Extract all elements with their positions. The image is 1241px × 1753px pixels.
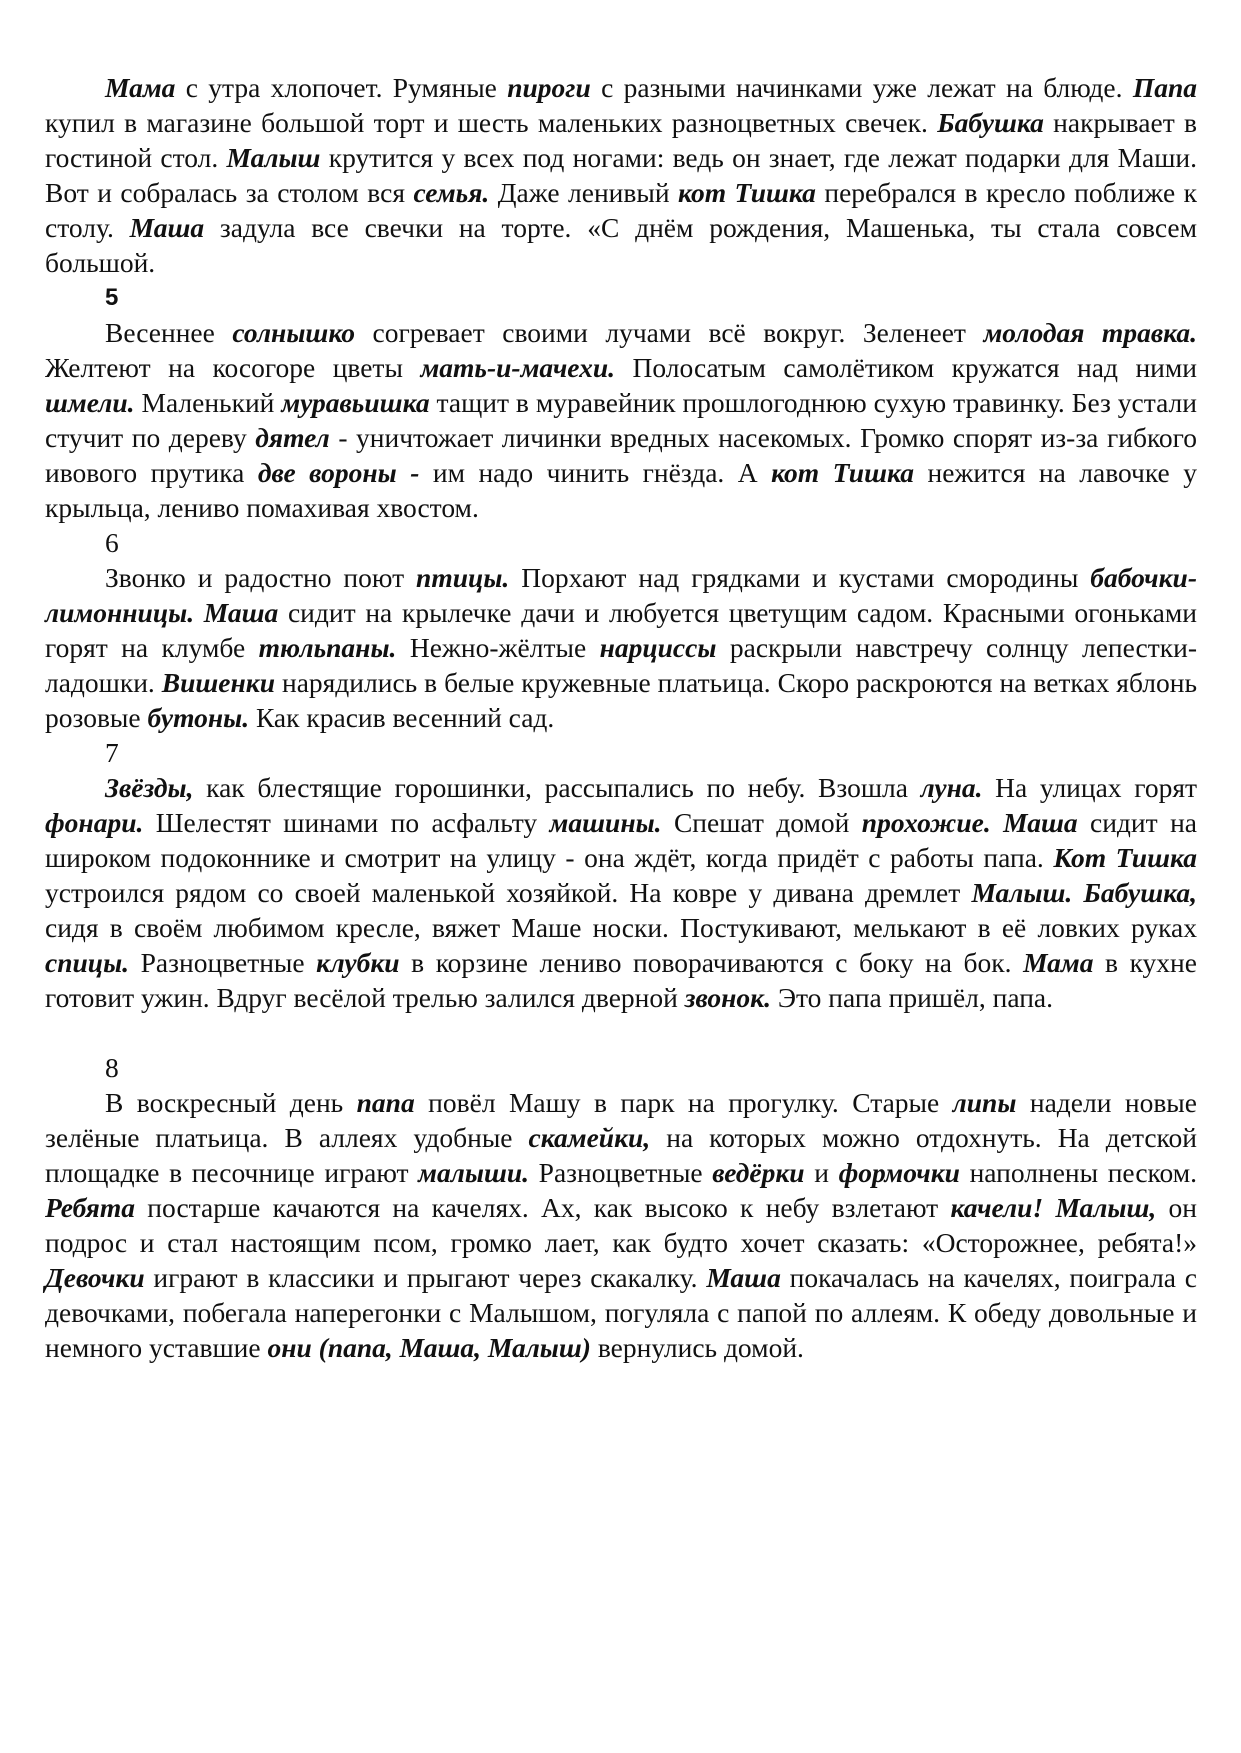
highlighted-word: Маша	[129, 212, 205, 243]
highlighted-word: шмели.	[45, 387, 135, 418]
highlighted-word: малыши.	[418, 1157, 530, 1188]
text-run: На улицах горят	[982, 772, 1197, 803]
text-run: Разноцветные	[529, 1157, 713, 1188]
text-run: и	[804, 1157, 839, 1188]
text-run: согревает своими лучами всё вокруг. Зеленеет	[354, 317, 984, 348]
highlighted-word: они (папа, Маша, Малыш)	[267, 1332, 591, 1363]
text-run: в корзине лениво поворачиваются с боку на бок.	[399, 947, 1024, 978]
text-run: раскрыли навстречу солнцу лепестки-ладошки.	[45, 632, 1197, 698]
highlighted-word: Мама	[1023, 947, 1094, 978]
section-number: 5	[105, 284, 119, 311]
text-run: сидя в своём любимом кресле, вяжет Маше носки. Постукивают, мелькают в её ловких руках	[45, 912, 1197, 943]
text-run: с утра хлопочет. Румяные	[175, 72, 508, 103]
text-run: крутится у всех под ногами: ведь он знает, где лежат подарки для Маши. Вот и собралась за столом вся	[45, 142, 1198, 208]
text-run: вернулись домой.	[590, 1332, 804, 1363]
highlighted-word: папа	[356, 1087, 415, 1118]
highlighted-word: Малыш. Бабушка,	[971, 877, 1197, 908]
paragraph	[45, 1085, 1197, 1365]
text-run: Шелестят шинами по асфальту	[143, 807, 550, 838]
text-run: сидит на крылечке дачи и любуется цветущим садом. Красными огоньками горят на клумбе	[45, 597, 1197, 663]
highlighted-word: качели! Малыш,	[950, 1192, 1157, 1223]
highlighted-word: машины.	[549, 807, 662, 838]
text-run: купил в магазине большой торт и шесть маленьких разноцветных свечек.	[45, 107, 938, 138]
text-run: Даже ленивый	[489, 177, 679, 208]
highlighted-word: фонари.	[45, 807, 144, 838]
highlighted-word: молодая травка.	[983, 317, 1197, 348]
text-run: Весеннее	[105, 317, 233, 348]
text-run: перебрался в кресло поближе к столу.	[45, 177, 1197, 243]
text-run: устроился рядом со своей маленькой хозяйкой. На ковре у дивана дремлет	[45, 877, 972, 908]
highlighted-word: муравьишка	[281, 387, 430, 418]
text-run: Желтеют на косогоре цветы	[45, 352, 421, 383]
highlighted-word: нарциссы	[599, 632, 717, 663]
blank-line	[45, 1015, 1197, 1050]
text-run: покачалась на качелях, поиграла с девочками, побегала наперегонки с Малышом, погуляла с папой по аллеям. К обеду довольные и немного уставшие	[45, 1262, 1197, 1363]
highlighted-word: луна.	[920, 772, 983, 803]
highlighted-word: кот Тишка	[771, 457, 915, 488]
text-run: надели новые зелёные платьица. В аллеях удобные	[45, 1087, 1197, 1153]
highlighted-word: спицы.	[45, 947, 130, 978]
text-run: наполнены песком.	[959, 1157, 1198, 1188]
highlighted-word: семья.	[413, 177, 490, 208]
highlighted-word: кот Тишка	[678, 177, 816, 208]
text-run: В воскресный день	[105, 1087, 357, 1118]
highlighted-word: Маша	[706, 1262, 781, 1293]
highlighted-word: Девочки	[45, 1262, 145, 1293]
section-number: 6	[105, 527, 119, 558]
text-run: накрывает в гостиной стол.	[45, 107, 1197, 173]
highlighted-word: ведёрки	[712, 1157, 805, 1188]
highlighted-word: птицы.	[416, 562, 510, 593]
text-run: на которых можно отдохнуть. На детской площадке в песочнице играют	[45, 1122, 1197, 1188]
highlighted-word: две вороны -	[257, 457, 420, 488]
highlighted-word: звонок.	[684, 982, 771, 1013]
text-run: нежится на лавочке у крыльца, лениво помахивая хвостом.	[45, 457, 1197, 523]
text-run: как блестящие горошинки, рассыпались по небу. Взошла	[193, 772, 921, 803]
highlighted-word: прохожие. Маша	[861, 807, 1078, 838]
highlighted-word: Мама	[105, 72, 176, 103]
text-run: Разноцветные	[129, 947, 317, 978]
document-page	[45, 70, 1197, 1365]
text-run: постарше качаются на качелях. Ах, как высоко к небу взлетают	[135, 1192, 951, 1223]
highlighted-word: Ребята	[45, 1192, 135, 1223]
paragraph	[45, 560, 1197, 735]
text-run: Нежно-жёлтые	[396, 632, 600, 663]
highlighted-word: солнышко	[232, 317, 355, 348]
text-run: Маленький	[134, 387, 282, 418]
text-run: повёл Машу в парк на прогулку. Старые	[414, 1087, 953, 1118]
text-run: - уничтожает личинки вредных насекомых. Громко спорят из-за гибкого ивового прутика	[45, 422, 1197, 488]
highlighted-word: Кот Тишка	[1053, 842, 1197, 873]
section-number: 7	[105, 737, 119, 768]
highlighted-word: клубки	[316, 947, 400, 978]
highlighted-word: Малыш	[226, 142, 321, 173]
text-run: Полосатым самолётиком кружатся над ними	[615, 352, 1197, 383]
highlighted-word: липы	[952, 1087, 1017, 1118]
paragraph	[45, 315, 1197, 525]
highlighted-word: бутоны.	[147, 702, 250, 733]
highlighted-word: Звёзды,	[105, 772, 194, 803]
text-run: он подрос и стал настоящим псом, громко лает, как будто хочет сказать: «Осторожнее, ребята!»	[45, 1192, 1197, 1258]
text-run: задула все свечки на торте. «С днём рождения, Машенька, ты стала совсем большой.	[45, 212, 1197, 278]
text-run: Это папа пришёл, папа.	[770, 982, 1054, 1013]
highlighted-word: Папа	[1132, 72, 1197, 103]
text-run: тащит в муравейник прошлогоднюю сухую травинку. Без устали стучит по дереву	[45, 387, 1197, 453]
text-run: им надо чинить гнёзда. А	[419, 457, 772, 488]
text-run: Как красив весенний сад.	[249, 702, 555, 733]
text-run: играют в классики и прыгают через скакалку.	[144, 1262, 707, 1293]
text-run: Звонко и радостно поют	[105, 562, 417, 593]
highlighted-word: пироги	[507, 72, 591, 103]
paragraph	[45, 770, 1197, 1015]
text-run: сидит на широком подоконнике и смотрит на улицу - она ждёт, когда придёт с работы папа.	[45, 807, 1197, 873]
paragraph	[45, 70, 1197, 280]
highlighted-word: Вишенки	[161, 667, 276, 698]
highlighted-word: Бабушка	[937, 107, 1044, 138]
highlighted-word: формочки	[838, 1157, 960, 1188]
highlighted-word: дятел	[255, 422, 330, 453]
highlighted-word: тюльпаны.	[258, 632, 397, 663]
text-run: нарядились в белые кружевные платьица. Скоро раскроются на ветках яблонь розовые	[45, 667, 1197, 733]
text-run: Спешат домой	[661, 807, 862, 838]
highlighted-word: бабочки-лимонницы. Маша	[45, 562, 1197, 628]
highlighted-word: мать-и-мачехи.	[420, 352, 616, 383]
text-run: с разными начинками уже лежат на блюде.	[590, 72, 1133, 103]
text-run: Порхают над грядками и кустами смородины	[509, 562, 1091, 593]
highlighted-word: скамейки,	[528, 1122, 651, 1153]
text-run: в кухне готовит ужин. Вдруг весёлой трелью залился дверной	[45, 947, 1197, 1013]
section-number: 8	[105, 1052, 119, 1083]
